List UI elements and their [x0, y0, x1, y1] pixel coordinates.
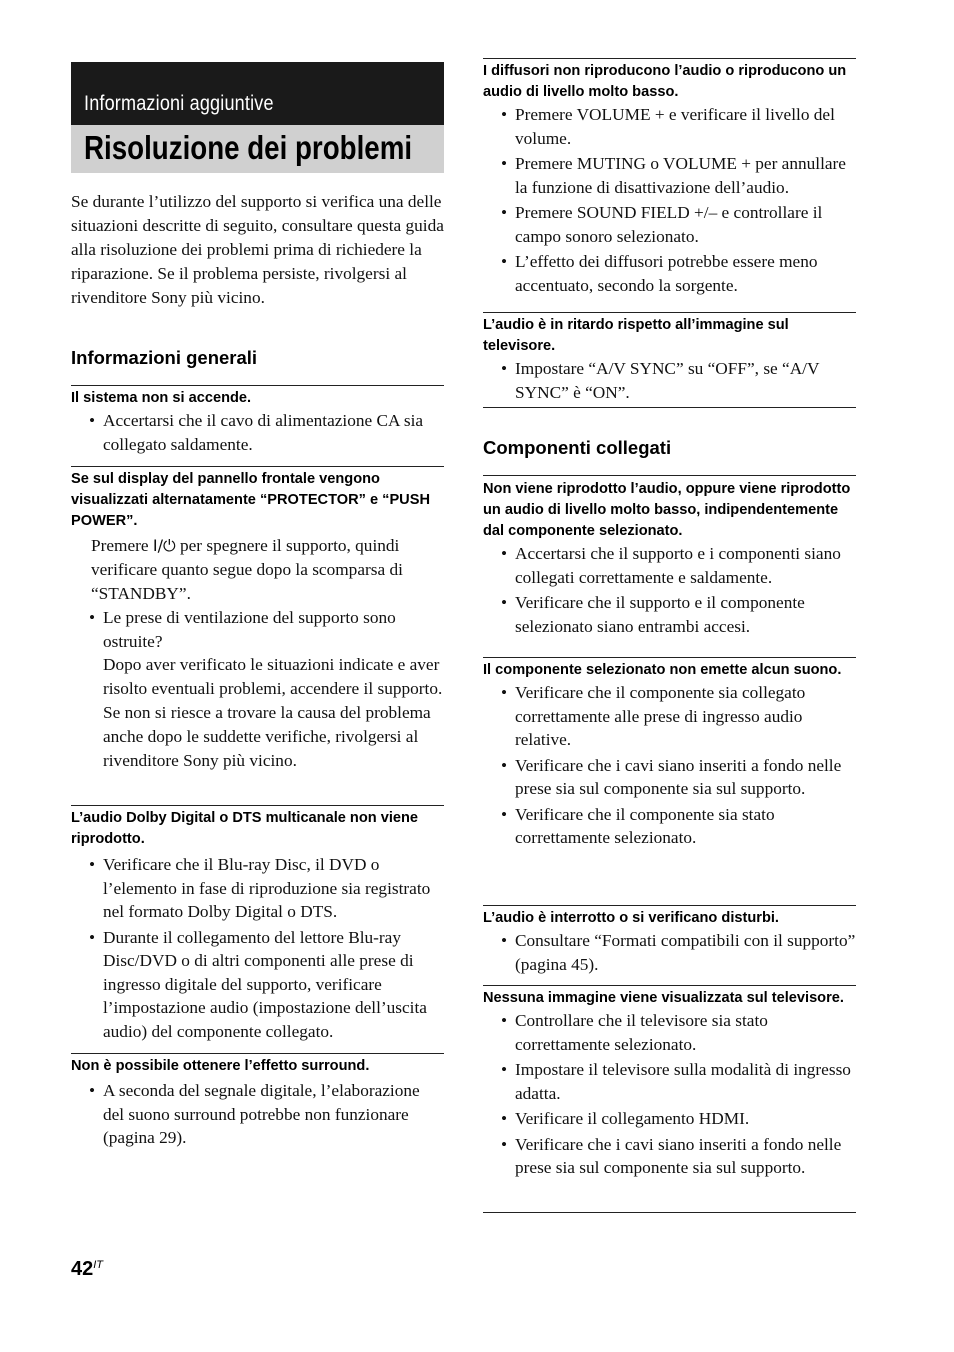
problem-title: L’audio è in ritardo rispetto all’immagine sul televisore. [483, 312, 856, 357]
list-item: • Premere SOUND FIELD +/– e controllare il campo sonoro selezionato. [515, 201, 856, 248]
components-heading: Componenti collegati [483, 437, 672, 458]
problem-title: I diffusori non riproducono l’audio o riproducono un audio di livello molto basso. [483, 58, 856, 103]
list-item: • Premere MUTING o VOLUME + per annullare la funzione di disattivazione dell’audio. [515, 152, 856, 199]
category-label: Informazioni aggiuntive [84, 92, 274, 115]
general-section-4 [71, 1053, 444, 1152]
general-section-1 [71, 385, 444, 458]
solution-list [483, 103, 856, 297]
problem-title: Nessuna immagine viene visualizzata sul televisore. [483, 985, 856, 1009]
solution-list [483, 681, 856, 850]
list-item: • Verificare il collegamento HDMI. [515, 1107, 856, 1131]
page-number-value: 42 [71, 1258, 94, 1280]
page-title: Risoluzione dei problemi [84, 129, 413, 166]
section-end-rule [483, 407, 856, 408]
problem-title: Il componente selezionato non emette alcun suono. [483, 657, 856, 681]
problem-title: Il sistema non si accende. [71, 385, 444, 409]
problem-title: L’audio Dolby Digital o DTS multicanale non viene riprodotto. [71, 805, 444, 850]
problem-title: L’audio è interrotto o si verificano disturbi. [483, 905, 856, 929]
instruction-text-after: per spegnere il supporto, quindi verificare quanto segue dopo la scomparsa di “STANDBY”. [91, 536, 403, 603]
instruction-text-before: Premere [91, 536, 149, 555]
problem-title: Se sul display del pannello frontale vengono visualizzati alternatamente “PROTECTOR” e “PUSH POWER”. [71, 466, 444, 532]
solution-list [483, 1009, 856, 1180]
solution-list [483, 542, 856, 638]
intro-paragraph: Se durante l’utilizzo del supporto si verifica una delle situazioni descritte di seguito, consultare questa guida alla risoluzione dei problemi prima di richiedere la riparazione. Se il problema persiste, rivolgersi al rivenditore Sony più vicino. [71, 192, 444, 307]
page-language-code: IT [93, 1259, 104, 1271]
general-section-5 [483, 58, 856, 299]
list-item: • Controllare che il televisore sia stato correttamente selezionato. [515, 1009, 856, 1056]
list-item: • Consultare “Formati compatibili con il supporto” (pagina 45). [515, 929, 856, 976]
list-item: • L’effetto dei diffusori potrebbe essere meno accentuato, secondo la sorgente. [515, 250, 856, 297]
general-section-6 [483, 312, 856, 406]
problem-title: Non è possibile ottenere l’effetto surround. [71, 1053, 444, 1077]
list-item: • Verificare che i cavi siano inseriti a fondo nelle prese sia sul componente sia sul supporto. [515, 754, 856, 801]
solution-list [71, 853, 444, 1043]
list-item: • Impostare “A/V SYNC” su “OFF”, se “A/V SYNC” è “ON”. [515, 357, 856, 404]
solution-list [483, 929, 856, 976]
problem-title: Non viene riprodotto l’audio, oppure viene riprodotto un audio di livello molto basso, indipendentemente dal componente selezionato. [483, 475, 856, 542]
general-heading: Informazioni generali [71, 347, 258, 368]
solution-list [71, 606, 444, 653]
list-item: • Le prese di ventilazione del supporto sono ostruite? [103, 606, 444, 653]
list-item: • Accertarsi che il cavo di alimentazione CA sia collegato saldamente. [103, 409, 444, 456]
instruction-paragraph [71, 534, 444, 606]
power-icon: I/⏻ [152, 536, 176, 555]
page-number [71, 1258, 103, 1281]
list-item: • Verificare che il supporto e il componente selezionato siano entrambi accesi. [515, 591, 856, 638]
components-section-1 [483, 475, 856, 640]
list-item: • Durante il collegamento del lettore Blu-ray Disc/DVD o di altri componenti alle prese di ingresso digitale del supporto, verificare l’impostazione audio (impostazione dell’uscita audio) del componente collegato. [103, 926, 444, 1044]
solution-list [71, 1079, 444, 1150]
general-section-3 [71, 805, 444, 1045]
list-item: • Verificare che i cavi siano inseriti a fondo nelle prese sia sul componente sia sul supporto. [515, 1133, 856, 1180]
general-section-2 [71, 466, 444, 773]
components-section-2 [483, 657, 856, 852]
page-title-banner [71, 125, 444, 173]
section-end-rule [483, 1212, 856, 1213]
section-banner [71, 62, 444, 125]
list-item: • Premere VOLUME + e verificare il livello del volume. [515, 103, 856, 150]
list-item: • A seconda del segnale digitale, l’elaborazione del suono surround potrebbe non funzionare (pagina 29). [103, 1079, 444, 1150]
sub-paragraph: Dopo aver verificato le situazioni indicate e aver risolto eventuali problemi, accendere il supporto. Se non si riesce a trovare la causa del problema anche dopo le suddette verifiche, rivolgersi al rivenditore Sony più vicino. [103, 655, 443, 770]
list-item: • Verificare che il Blu-ray Disc, il DVD o l’elemento in fase di riproduzione sia registrato nel formato Dolby Digital o DTS. [103, 853, 444, 924]
solution-list [483, 357, 856, 404]
list-item: • Impostare il televisore sulla modalità di ingresso adatta. [515, 1058, 856, 1105]
components-section-4 [483, 985, 856, 1182]
list-item: • Verificare che il componente sia stato correttamente selezionato. [515, 803, 856, 850]
solution-list [71, 409, 444, 456]
list-item: • Accertarsi che il supporto e i componenti siano collegati correttamente e saldamente. [515, 542, 856, 589]
components-section-3 [483, 905, 856, 978]
list-item: • Verificare che il componente sia collegato correttamente alle prese di ingresso audio relative. [515, 681, 856, 752]
